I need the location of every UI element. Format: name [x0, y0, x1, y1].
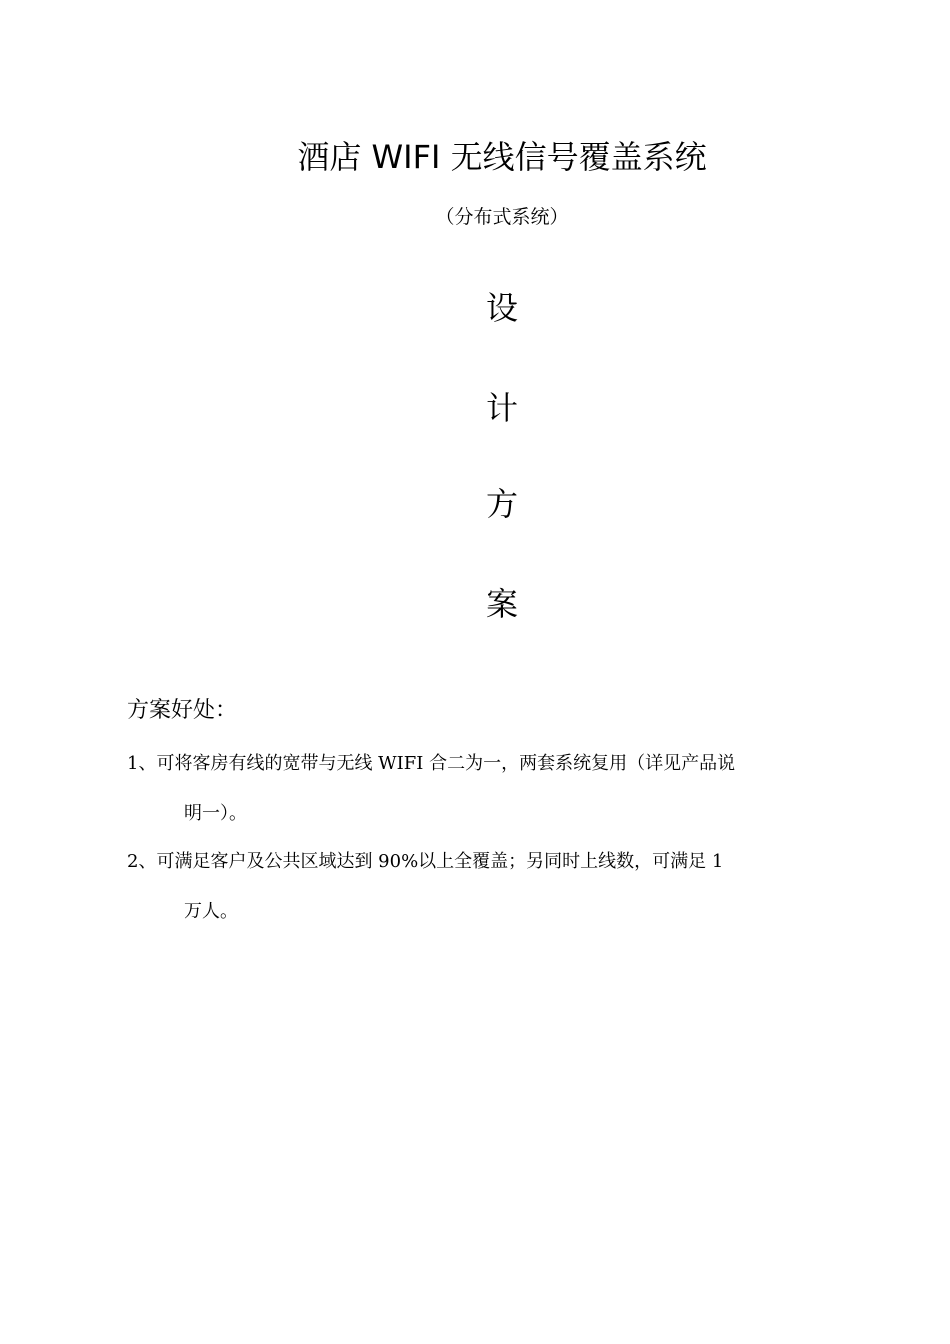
benefit-item-2 [127, 847, 787, 927]
document-title: 酒店 WIFI 无线信号覆盖系统 [297, 138, 707, 176]
benefit-item-1-line2: 明一）。 [184, 803, 247, 824]
design-char-4: 案 [485, 585, 518, 623]
benefits-heading: 方案好处： [127, 698, 238, 723]
benefit-item-2-line2: 万人。 [184, 901, 238, 922]
design-char-2: 计 [485, 389, 518, 427]
document-subtitle: （分布式系统） [435, 206, 569, 228]
benefit-item-1-line1: 1、可将客房有线的宽带与无线 WIFI 合二为一，两套系统复用（详见产品说 [127, 753, 736, 774]
design-char-3: 方 [485, 485, 518, 523]
benefit-item-2-line1: 2、可满足客户及公共区域达到 90%以上全覆盖；另同时上线数，可满足 1 [127, 851, 724, 872]
benefit-item-1 [127, 749, 787, 829]
design-char-1: 设 [485, 289, 518, 327]
